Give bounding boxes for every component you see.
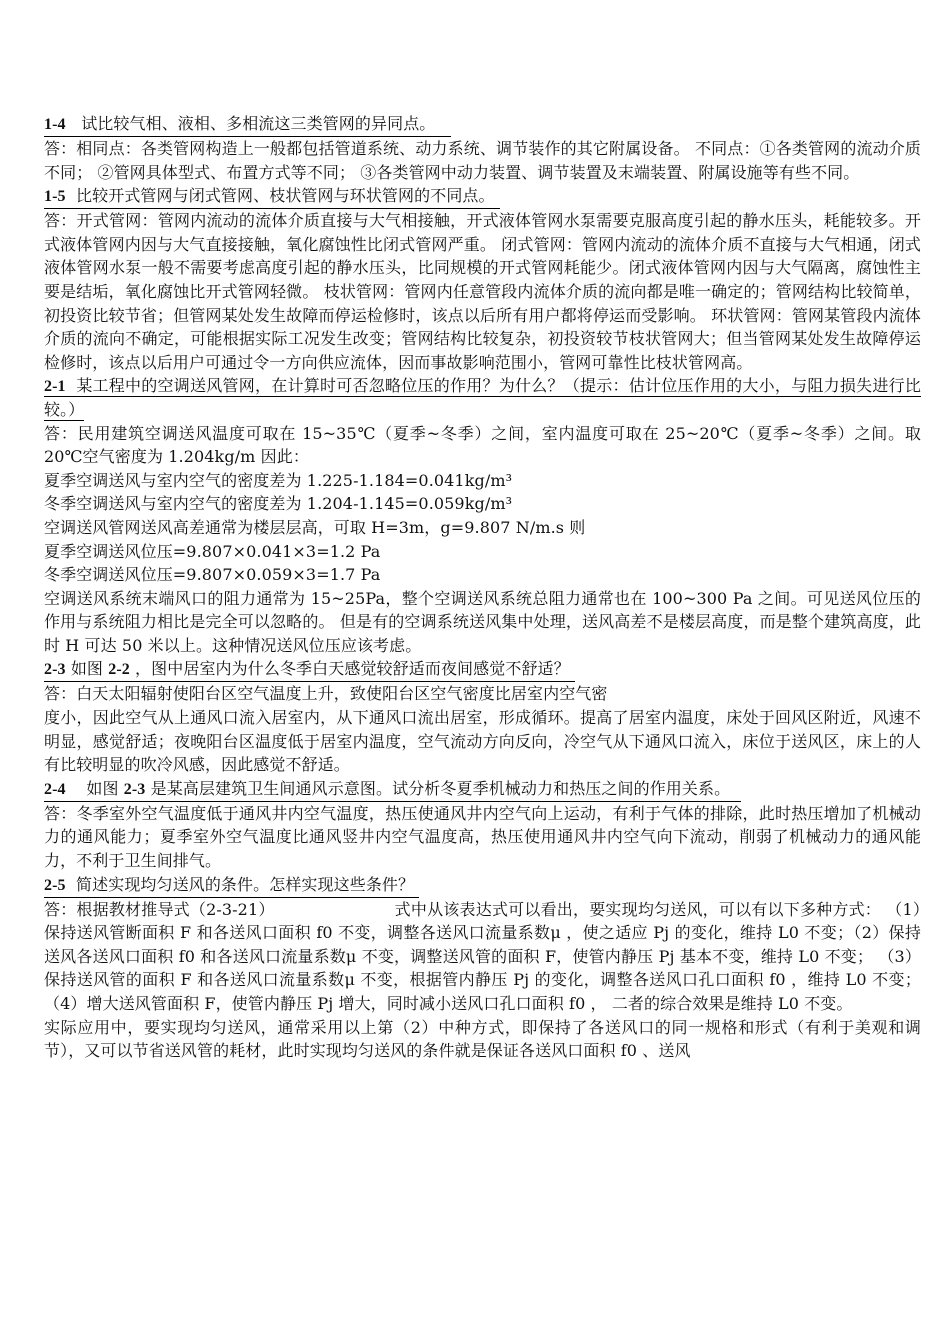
answer-2-1-line-3: 冬季空调送风与室内空气的密度差为 1.204-1.145=0.059kg/m³ [44, 494, 513, 514]
question-text: 试比较气相、液相、多相流这三类管网的异同点。 [81, 114, 436, 133]
question-text: 是某高层建筑卫生间通风示意图。试分析冬夏季机械动力和热压之间的作用关系。 [150, 778, 731, 798]
question-2-3 [44, 657, 921, 682]
question-2-3-heading [44, 658, 575, 682]
question-text: 某工程中的空调送风管网，在计算时可否忽略位压的作用？为什么？（提示：估计位压作用的大小，与阻力损失进行比较。） [44, 376, 922, 419]
answer-2-5-body: 式中从该表达式可以看出，要实现均匀送风，可以有以下多种方式： （1）保持送风管断面积 F 和各送风口面积 f0 不变，调整各送风口流量系数μ ，使之适应 Pj 的变化，维持 L0 不变；（2）保持送风各送风口面积 f0 和各送风口流量系数μ 不变，调整送风管的面积 F，使管内静压 Pj 基本不变，维持 L0 不变； （3）保持送风管的面积 F 和各送风口流量系数μ 不变，根据管内静压 Pj 的变化，调整各送风口孔口面积 f0 ，维持 L0 不变； （4）增大送风管面积 F，使管内静压 Pj 增大，同时减小送风口孔口面积 f0 ， 二者的综合效果是维持 L0 不变。 [44, 899, 921, 1013]
question-1-4-heading [44, 113, 451, 137]
question-1-4 [44, 112, 921, 137]
figure-reference: 2-3 [123, 780, 146, 798]
answer-2-1-line-1: 答：民用建筑空调送风温度可取在 15~35℃（夏季~冬季）之间，室内温度可取在 25~20℃（夏季~冬季）之间。取 20℃空气密度为 1.204kg/m 因此： [44, 423, 921, 467]
answer-2-1-line-2: 夏季空调送风与室内空气的密度差为 1.225-1.184=0.041kg/m³ [44, 470, 513, 490]
question-1-5 [44, 184, 921, 209]
question-number: 2-4 [44, 780, 66, 798]
question-prefix: 如图 [86, 778, 119, 798]
answer-2-1-line-4: 空调送风管网送风高差通常为楼层层高，可取 H=3m，g=9.807 N/m.s 则 [44, 517, 586, 537]
answer-2-4: 答：冬季室外空气温度低于通风井内空气温度，热压使通风井内空气向上运动，有利于气体的排除，此时热压增加了机械动力的通风能力；夏季室外空气温度比通风竖井内空气温度高，热压使用通风井内空气向下流动，削弱了机械动力的通风能力，不利于卫生间排气。 [44, 803, 921, 871]
answer-2-1-line-5: 夏季空调送风位压=9.807×0.041×3=1.2 Pa [44, 541, 381, 561]
question-2-1-heading [44, 376, 921, 421]
answer-2-5-intro: 答：根据教材推导式（2-3-21） [44, 899, 275, 919]
answer-2-5-main [44, 898, 921, 1016]
question-number: 1-4 [44, 116, 66, 133]
question-1-5-heading [44, 185, 500, 209]
question-text: 简述实现均匀送风的条件。怎样实现这些条件？ [76, 874, 415, 894]
answer-2-1-line-7: 空调送风系统末端风口的阻力通常为 15~25Pa，整个空调送风系统总阻力通常也在 100~300 Pa 之间。可见送风位压的作用与系统阻力相比是完全可以忽略的。 但是有的空调系统送风集中处理，送风高差不是楼层高度，而是整个建筑高度，此时 H 可达 50 米以上。这种情况送风位压应该考虑。 [44, 588, 921, 655]
question-number: 2-3 [44, 661, 66, 679]
question-2-5 [44, 873, 921, 898]
answer-2-5-application: 实际应用中，要实现均匀送风，通常采用以上第（2）中种方式，即保持了各送风口的同一规格和形式（有利于美观和调节），又可以节省送风管的耗材，此时实现均匀送风的条件就是保证各送风口面积 f0 、送风 [44, 1017, 921, 1061]
question-text: 比较开式管网与闭式管网、枝状管网与环状管网的不同点。 [76, 186, 495, 206]
question-number: 2-1 [44, 378, 66, 396]
question-2-4 [44, 777, 921, 802]
question-text: ，图中居室内为什么冬季白天感觉较舒适而夜间感觉不舒适？ [135, 659, 570, 679]
answer-2-3-line-1: 答：白天太阳辐射使阳台区空气温度上升，致使阳台区空气密度比居室内空气密 [44, 684, 608, 704]
answer-2-3-line-2: 度小，因此空气从上通风口流入居室内，从下通风口流出居室，形成循环。提高了居室内温度，床处于回风区附近，风速不明显，感觉舒适；夜晚阳台区温度低于居室内温度，空气流动方向反向，冷空气从下通风口流入，床位于送风区，床上的人有比较明显的吹冷风感，因此感觉不舒适。 [44, 708, 921, 775]
question-2-4-heading [44, 778, 741, 802]
answer-1-4: 答：相同点：各类管网构造上一般都包括管道系统、动力系统、调节装作的其它附属设备。 不同点：①各类管网的流动介质不同； ②管网具体型式、布置方式等不同； ③各类管网中动力装置、调节装置及末端装置、附属设施等有些不同。 [44, 139, 921, 182]
question-number: 1-5 [44, 188, 66, 206]
question-number: 2-5 [44, 876, 66, 894]
answer-1-5: 答：开式管网：管网内流动的流体介质直接与大气相接触，开式液体管网水泵需要克服高度引起的静水压头，耗能较多。开式液体管网内因与大气直接接触，氧化腐蚀性比闭式管网严重。 闭式管网：管网内流动的流体介质不直接与大气相通，闭式液体管网水泵一般不需要考虑高度引起的静水压头，比同规模的开式管网耗能少。闭式液体管网内因与大气隔离，腐蚀性主要是结垢，氧化腐蚀比开式管网轻微。 枝状管网：管网内任意管段内流体介质的流向都是唯一确定的；管网结构比较简单，初投资比较节省；但管网某处发生故障而停运检修时，该点以后所有用户都将停运而受影响。 环状管网：管网某管段内流体介质的流向不确定，可能根据实际工况发生改变；管网结构比较复杂，初投资较节枝状管网大；但当管网某处发生故障停运检修时，该点以后用户可通过令一方向供应流体，因而事故影响范围小，管网可靠性比枝状管网高。 [44, 211, 921, 372]
question-prefix: 如图 [70, 659, 104, 679]
question-2-1 [44, 374, 921, 421]
figure-reference: 2-2 [108, 661, 130, 679]
question-2-5-heading [44, 874, 419, 898]
document-page [44, 112, 921, 1063]
answer-2-1-line-6: 冬季空调送风位压=9.807×0.059×3=1.7 Pa [44, 565, 381, 585]
